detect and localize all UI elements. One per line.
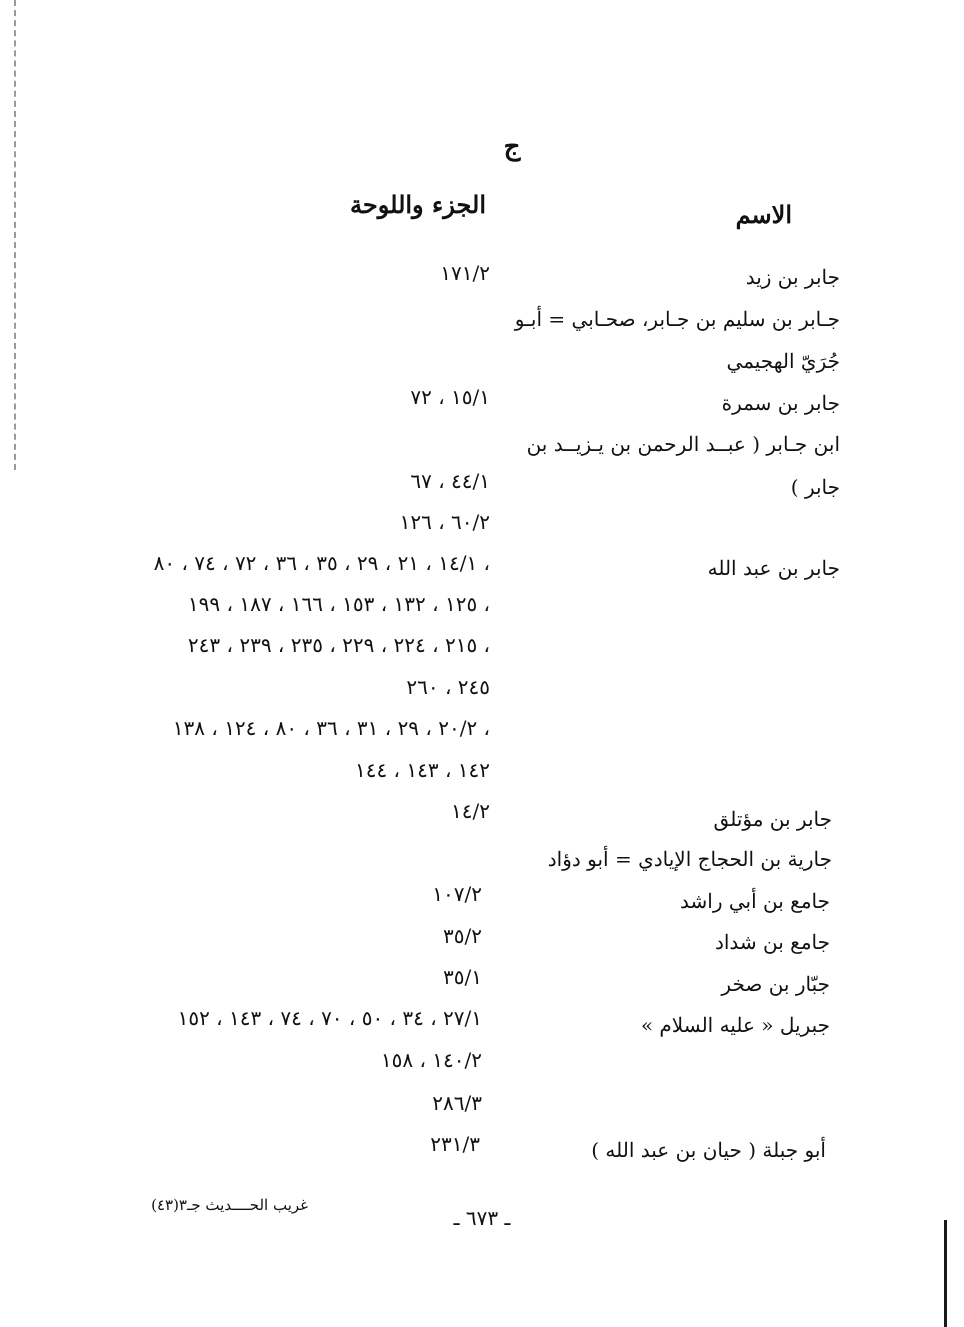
entry-reference: ٢٠/٢ ، ٢٩ ، ٣١ ، ٣٦ ، ٨٠ ، ١٢٤ ، ١٣٨ ،: [172, 716, 490, 740]
entry-name: جامع بن أبي راشد: [680, 889, 830, 913]
scan-edge-line: [944, 1220, 947, 1327]
column-header-name: الاسم: [735, 200, 792, 229]
section-letter: ج: [503, 132, 521, 162]
entry-reference: ٢٨٦/٣: [432, 1091, 482, 1115]
entry-name: جامع بن شداد: [714, 930, 830, 954]
entry-name: جابر بن عبد الله: [707, 556, 840, 580]
column-header-reference: الجزء واللوحة: [350, 190, 486, 219]
entry-reference: ٢٣١/٣: [430, 1132, 480, 1156]
entry-name: جـابر بن سليم بن جـابر، صحـابي = أبـو: [514, 307, 840, 331]
entry-reference: ١٤/١ ، ٢١ ، ٢٩ ، ٣٥ ، ٣٦ ، ٧٢ ، ٧٤ ، ٨٠ ،: [153, 551, 490, 575]
entry-name: أبو جبلة ( حيان بن عبد الله ): [591, 1138, 826, 1162]
entry-name: جابر بن زيد: [745, 265, 840, 289]
footer-page-number: ـ ٦٧٣ ـ: [453, 1206, 511, 1230]
entry-reference: ٣٥/١: [443, 965, 482, 989]
entry-name: جابر بن مؤتلق: [713, 807, 832, 831]
footer-book-title: غريب الحــــديث جـ٣(٤٣): [151, 1196, 308, 1214]
entry-reference: ١٠٧/٢: [432, 882, 482, 906]
entry-name: جارية بن الحجاج الإيادي = أبو دؤاد: [547, 847, 832, 871]
entry-reference: ٤٤/١ ، ٦٧: [410, 469, 490, 493]
entry-name: جابر ): [790, 475, 840, 499]
entry-reference: ٦٠/٢ ، ١٢٦: [399, 510, 490, 534]
entry-name: ابن جـابر ( عبــد الرحمن بن يـزيــد بن: [526, 432, 840, 456]
entry-name: جُرَيّ الهجيمي: [726, 349, 840, 373]
entry-reference: ٢٤٥ ، ٢٦٠: [406, 675, 490, 699]
entry-reference: ٢١٥ ، ٢٢٤ ، ٢٢٩ ، ٢٣٥ ، ٢٣٩ ، ٢٤٣ ،: [187, 633, 490, 657]
entry-reference: ١٧١/٢: [440, 261, 490, 285]
scan-margin-mark: [14, 0, 16, 470]
entry-name: جابر بن سمرة: [721, 391, 840, 415]
entry-name: جبّار بن صخر: [721, 972, 830, 996]
entry-reference: ١٥/١ ، ٧٢: [410, 385, 490, 409]
entry-reference: ١٤٠/٢ ، ١٥٨: [380, 1048, 482, 1072]
entry-reference: ١٤٢ ، ١٤٣ ، ١٤٤: [354, 758, 490, 782]
entry-reference: ٢٧/١ ، ٣٤ ، ٥٠ ، ٧٠ ، ٧٤ ، ١٤٣ ، ١٥٢: [177, 1006, 482, 1030]
entry-reference: ١٢٥ ، ١٣٢ ، ١٥٣ ، ١٦٦ ، ١٨٧ ، ١٩٩ ،: [187, 592, 490, 616]
entry-reference: ٣٥/٢: [443, 924, 482, 948]
entry-name: جبريل « عليه السلام »: [640, 1013, 830, 1037]
entry-reference: ١٤/٢: [451, 799, 490, 823]
